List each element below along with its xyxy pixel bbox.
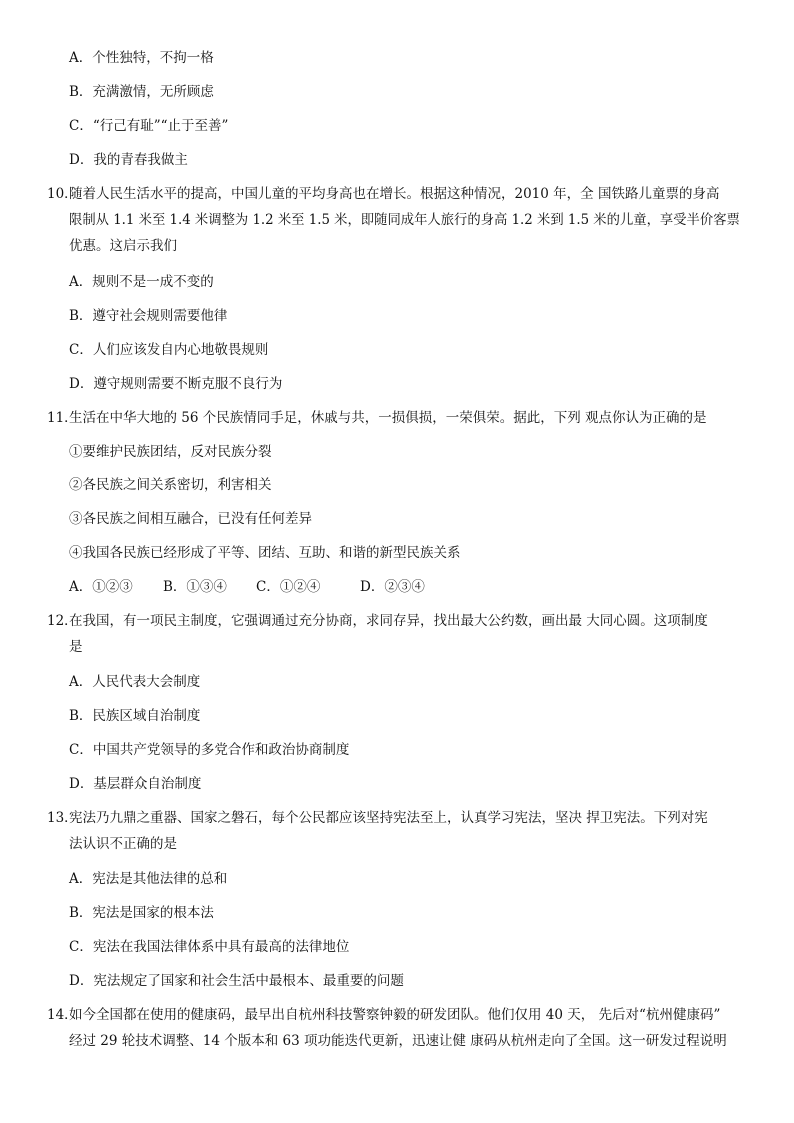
- q12-option-a: A．人民代表大会制度: [69, 674, 201, 690]
- q12-stem-line-1: 在我国，有一项民主制度，它强调通过充分协商，求同存异，找出最大公约数，画出最 大同心圆。这项制度: [69, 613, 708, 629]
- q11-option-a: A．①②③: [69, 579, 133, 595]
- q9-option-c: C．“行己有耻”“止于至善”: [69, 118, 229, 134]
- q13-stem-line-2: 法认识不正确的是: [69, 836, 177, 852]
- q12-option-c: C．中国共产党领导的多党合作和政治协商制度: [69, 742, 350, 758]
- q13-number: 13．: [47, 810, 78, 826]
- q11-option-c: C．①②④: [256, 579, 321, 595]
- q11-statement-4: ④我国各民族已经形成了平等、团结、互助、和谐的新型民族关系: [69, 545, 461, 561]
- q10-option-c: C．人们应该发自内心地敬畏规则: [69, 342, 269, 358]
- q10-stem-line-3: 优惠。这启示我们: [69, 238, 177, 254]
- q11-stem-line-1: 生活在中华大地的 56 个民族情同手足，休戚与共，一损俱损，一荣俱荣。据此，下列 观点你认为正确的是: [69, 410, 707, 426]
- q13-option-c: C．宪法在我国法律体系中具有最高的法律地位: [69, 939, 350, 955]
- q10-option-b: B．遵守社会规则需要他律: [69, 308, 228, 324]
- q9-option-d: D．我的青春我做主: [69, 152, 188, 168]
- q14-stem-line-1: 如今全国都在使用的健康码，最早出自杭州科技警察钟毅的研发团队。他们仅用 40 天， 先后对“杭州健康码”: [69, 1007, 721, 1023]
- q13-stem-line-1: 宪法乃九鼎之重器、国家之磐石，每个公民都应该坚持宪法至上，认真学习宪法，坚决 捍卫宪法。下列对宪: [69, 810, 708, 826]
- q12-number: 12．: [47, 613, 78, 629]
- q11-number: 11．: [47, 410, 78, 426]
- q10-option-d: D．遵守规则需要不断克服不良行为: [69, 376, 283, 392]
- q11-statement-1: ①要维护民族团结，反对民族分裂: [69, 444, 272, 460]
- q12-option-b: B．民族区域自治制度: [69, 708, 201, 724]
- q14-number: 14．: [47, 1007, 78, 1023]
- q12-stem-line-2: 是: [69, 639, 83, 655]
- q13-option-d: D．宪法规定了国家和社会生活中最根本、最重要的问题: [69, 973, 404, 989]
- q9-option-a: A．个性独特，不拘一格: [69, 50, 214, 66]
- q11-option-b: B．①③④: [163, 579, 227, 595]
- q11-options-row: [69, 577, 425, 597]
- q9-option-b: B．充满激情，无所顾虑: [69, 84, 214, 100]
- q11-option-d: D．②③④: [360, 579, 425, 595]
- q10-stem-line-2: 限制从 1.1 米至 1.4 米调整为 1.2 米至 1.5 米，即随同成年人旅行的身高 1.2 米到 1.5 米的儿童，享受半价客票: [69, 212, 740, 228]
- q10-number: 10．: [47, 186, 78, 202]
- q12-option-d: D．基层群众自治制度: [69, 776, 202, 792]
- q11-statement-2: ②各民族之间关系密切，利害相关: [69, 477, 272, 493]
- q13-option-b: B．宪法是国家的根本法: [69, 905, 214, 921]
- q11-statement-3: ③各民族之间相互融合，已没有任何差异: [69, 511, 312, 527]
- q14-stem-line-2: 经过 29 轮技术调整、14 个版本和 63 项功能迭代更新，迅速让健 康码从杭州走向了全国。这一研发过程说明: [69, 1033, 727, 1049]
- q10-option-a: A．规则不是一成不变的: [69, 274, 214, 290]
- q10-stem-line-1: 随着人民生活水平的提高，中国儿童的平均身高也在增长。根据这种情况，2010 年，全 国铁路儿童票的身高: [69, 186, 720, 202]
- q13-option-a: A．宪法是其他法律的总和: [69, 871, 228, 887]
